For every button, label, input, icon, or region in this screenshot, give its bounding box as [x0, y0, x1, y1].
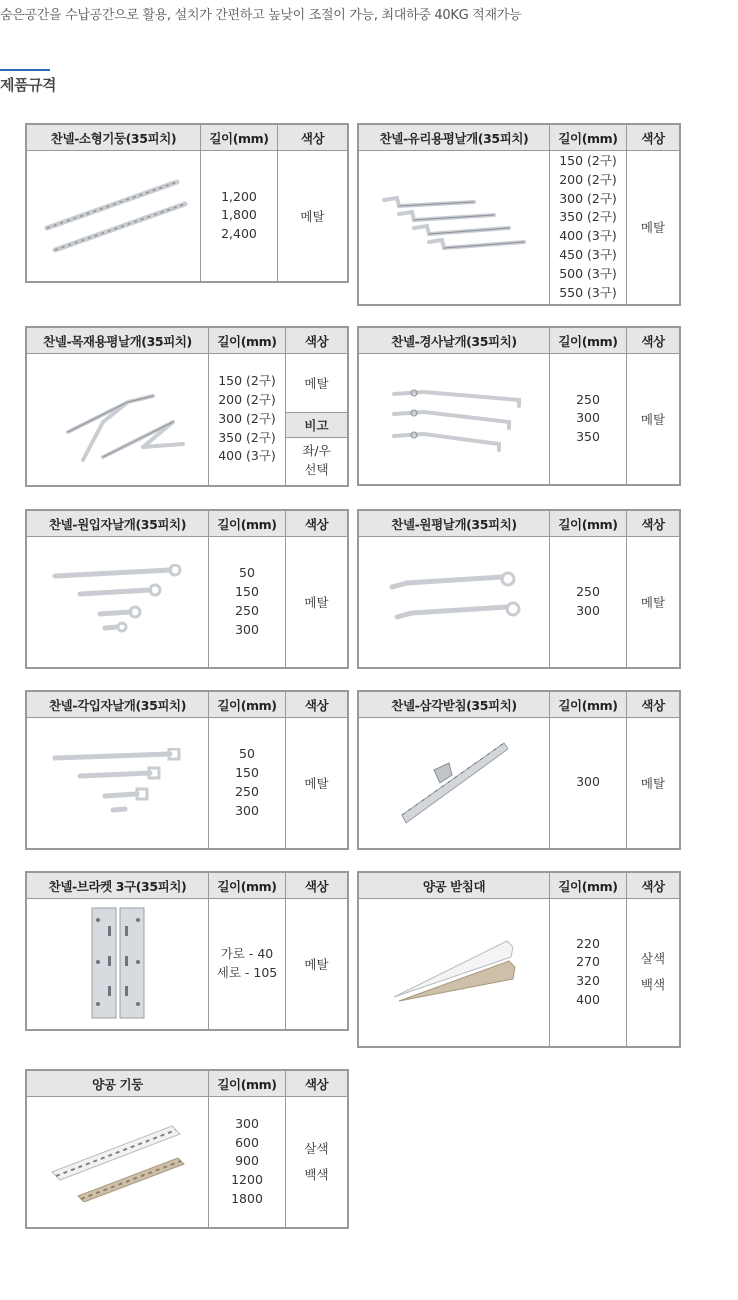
color-header: 색상	[286, 510, 349, 537]
length-values: 50 150 250 300	[209, 537, 286, 668]
color-header: 색상	[286, 1070, 349, 1097]
product-image	[26, 151, 201, 282]
product-image	[358, 354, 550, 485]
product-name: 찬넬-삼각받침(35피치)	[358, 691, 550, 718]
triangle-support-image	[394, 735, 514, 830]
spec-table-round-flat-bracket	[357, 509, 681, 669]
spec-table-double-slot-bracket	[357, 871, 681, 1048]
product-image	[26, 718, 209, 849]
color-header: 색상	[627, 327, 681, 354]
length-header: 길이(mm)	[550, 691, 627, 718]
section-title: 제품규격	[0, 76, 56, 94]
color-header: 색상	[627, 510, 681, 537]
product-name: 찬넬-각입자날개(35피치)	[26, 691, 209, 718]
square-hook-bracket-image	[45, 748, 190, 818]
color-header: 색상	[286, 872, 349, 899]
length-header: 길이(mm)	[550, 872, 627, 899]
intro-text: 숨은공간을 수납공간으로 활용, 설치가 간편하고 높낮이 조절이 가능, 최대하중 40KG 적재가능	[0, 8, 522, 23]
color-value: 메탈	[286, 537, 349, 668]
color-header: 색상	[627, 872, 681, 899]
note-header: 비고	[286, 413, 349, 438]
length-values: 1,200 1,800 2,400	[201, 151, 278, 282]
length-values: 300 600 900 1200 1800	[209, 1097, 286, 1228]
product-name: 찬넬-목재용평날개(35피치)	[26, 327, 209, 354]
round-flat-bracket-image	[382, 569, 527, 634]
spec-table-glass-flat-bracket	[357, 123, 681, 306]
length-values: 220 270 320 400	[550, 899, 627, 1047]
length-values: 250 300	[550, 537, 627, 668]
length-values: 250 300 350	[550, 354, 627, 485]
product-image	[26, 899, 209, 1030]
product-name: 양공 기둥	[26, 1070, 209, 1097]
color-value: 메탈	[627, 354, 681, 485]
length-header: 길이(mm)	[550, 510, 627, 537]
length-header: 길이(mm)	[550, 124, 627, 151]
product-image	[26, 354, 209, 486]
color-value: 메탈	[286, 718, 349, 849]
note-value: 좌/우 선택	[286, 438, 349, 486]
product-name: 양공 받침대	[358, 872, 550, 899]
product-name: 찬넬-유리용평날개(35피치)	[358, 124, 550, 151]
spec-table-small-post	[25, 123, 349, 283]
product-image	[358, 899, 550, 1047]
small-post-image	[39, 176, 189, 256]
length-values: 50 150 250 300	[209, 718, 286, 849]
spec-table-double-slot-post	[25, 1069, 349, 1229]
spec-table-slanted-bracket	[357, 326, 681, 486]
color-value: 메탈	[286, 354, 349, 413]
round-hook-bracket-image	[45, 564, 190, 639]
wood-bracket-image	[43, 372, 193, 467]
length-values: 300	[550, 718, 627, 849]
color-header: 색상	[286, 691, 349, 718]
color-header: 색상	[278, 124, 349, 151]
spec-table-triangle-support	[357, 690, 681, 850]
length-header: 길이(mm)	[550, 327, 627, 354]
product-image	[358, 537, 550, 668]
length-values: 가로 - 40 세로 - 105	[209, 899, 286, 1030]
color-header: 색상	[286, 327, 349, 354]
length-header: 길이(mm)	[209, 510, 286, 537]
length-values: 150 (2구) 200 (2구) 300 (2구) 350 (2구) 400 (3구) 450 (3구) 500 (3구) 550 (3구)	[550, 151, 627, 305]
color-value: 메탈	[627, 151, 681, 305]
section-title-underline	[0, 69, 50, 71]
length-values: 150 (2구) 200 (2구) 300 (2구) 350 (2구) 400 (3구)	[209, 354, 286, 486]
color-value: 메탈	[627, 537, 681, 668]
product-name: 찬넬-경사날개(35피치)	[358, 327, 550, 354]
spec-table-round-hook-bracket	[25, 509, 349, 669]
product-image	[358, 151, 550, 305]
product-name: 찬넬-원입자날개(35피치)	[26, 510, 209, 537]
spec-table-square-hook-bracket	[25, 690, 349, 850]
color-value: 메탈	[286, 899, 349, 1030]
glass-bracket-image	[379, 192, 529, 262]
color-value: 메탈	[278, 151, 349, 282]
color-header: 색상	[627, 124, 681, 151]
product-name: 찬넬-소형기둥(35피치)	[26, 124, 201, 151]
double-slot-post-image	[48, 1122, 188, 1202]
length-header: 길이(mm)	[209, 327, 286, 354]
color-value: 메탈	[627, 718, 681, 849]
product-image	[26, 1097, 209, 1228]
product-name: 찬넬-브라켓 3구(35피치)	[26, 872, 209, 899]
length-header: 길이(mm)	[209, 691, 286, 718]
product-name: 찬넬-원평날개(35피치)	[358, 510, 550, 537]
color-values: 살색 백색	[627, 899, 681, 1047]
slanted-bracket-image	[384, 384, 524, 454]
length-header: 길이(mm)	[209, 872, 286, 899]
double-slot-bracket-image	[389, 937, 519, 1007]
spec-table-bracket-3hole	[25, 871, 349, 1031]
color-header: 색상	[627, 691, 681, 718]
bracket-3hole-image	[88, 906, 148, 1021]
length-header: 길이(mm)	[209, 1070, 286, 1097]
spec-table-wood-flat-bracket	[25, 326, 349, 487]
product-image	[358, 718, 550, 849]
product-image	[26, 537, 209, 668]
color-values: 살색 백색	[286, 1097, 349, 1228]
length-header: 길이(mm)	[201, 124, 278, 151]
